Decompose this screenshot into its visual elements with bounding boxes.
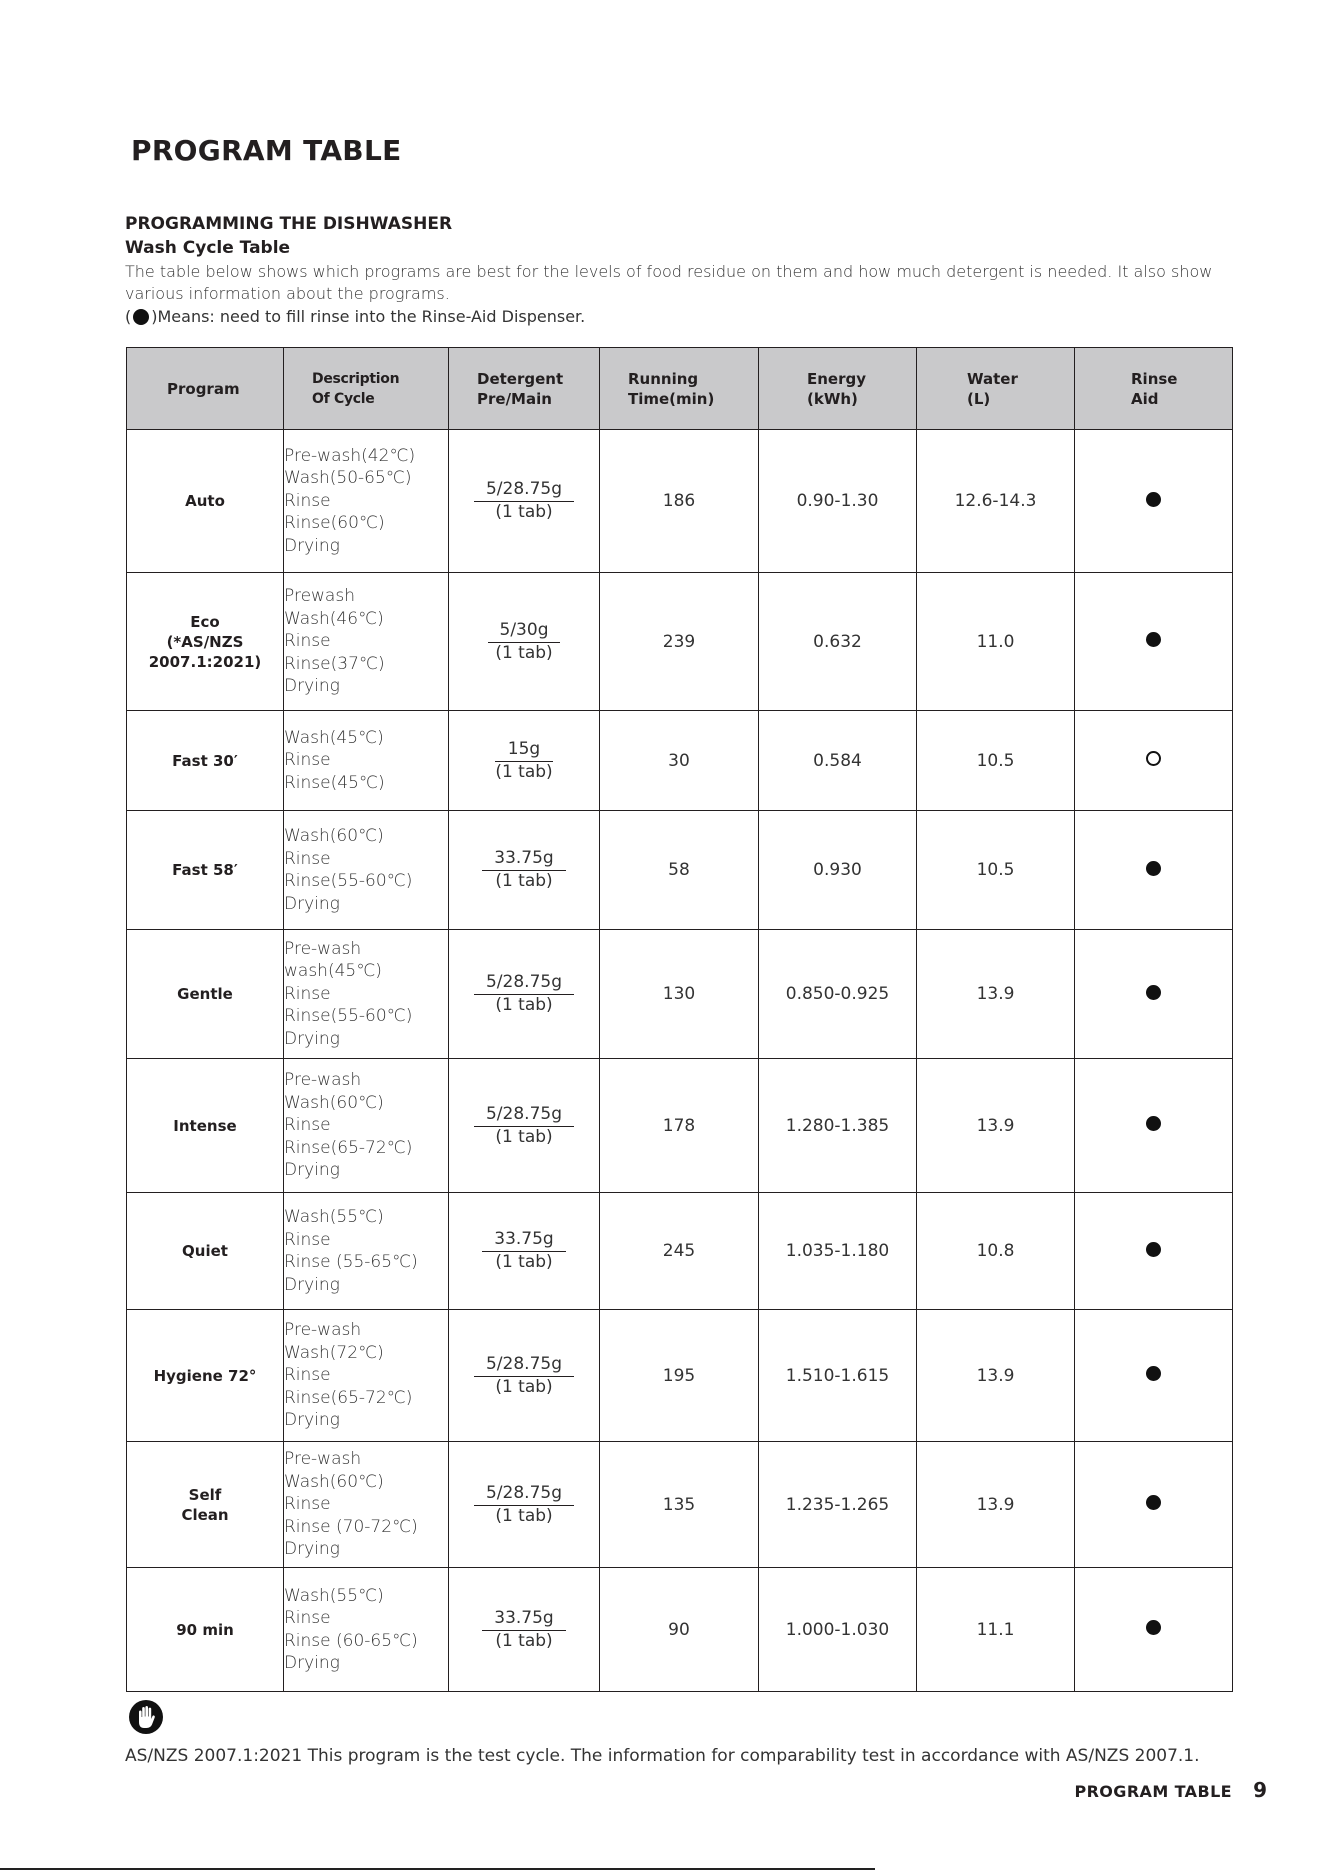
water-cell: 10.5 [917,711,1075,811]
filled-dot-icon [1146,1242,1161,1257]
detergent-cell [449,573,600,711]
detergent-fraction [474,1483,574,1527]
detergent-cell [449,1568,600,1692]
running-time-cell: 245 [600,1193,759,1310]
detergent-cell [449,811,600,930]
water-cell: 11.0 [917,573,1075,711]
cycle-step: Rinse [284,848,331,869]
cycle-step: Rinse (70-72℃) [284,1516,418,1537]
filled-dot-icon [1146,492,1161,507]
table-row [127,811,1233,930]
cycle-step: Rinse (55-65℃) [284,1252,418,1272]
cycle-step: Drying [284,1028,340,1049]
program-name: Hygiene 72° [153,1366,257,1385]
cycle-step: Rinse(55-60℃) [284,1006,413,1027]
filled-dot-icon [1146,1495,1161,1510]
water-cell: 10.8 [917,1193,1075,1310]
wash-cycle-table [126,347,1233,1692]
program-name: 2007.1:2021) [148,652,262,671]
cycle-step: Wash(45℃) [284,727,384,748]
water-cell: 12.6-14.3 [917,430,1075,573]
header-text: Time(min) [628,389,715,408]
cycle-step: Rinse(45℃) [284,772,385,793]
detergent-cell [449,1310,600,1442]
header-text: Aid [1131,389,1159,408]
energy-cell: 1.035-1.180 [759,1193,917,1310]
cycle-description-cell [284,1310,449,1442]
detergent-amount: 5/28.75g [474,1104,574,1127]
table-body [127,430,1233,1692]
detergent-cell [449,1442,600,1568]
cycle-step: Rinse [284,1229,331,1250]
header-description [284,348,449,430]
header-program [127,348,284,430]
energy-cell: 1.000-1.030 [759,1568,917,1692]
cycle-step: Wash(72℃) [284,1342,384,1363]
detergent-fraction [474,1104,574,1148]
rinse-aid-cell [1075,1310,1233,1442]
cycle-step: Pre-wash [284,938,362,959]
water-cell: 13.9 [917,1442,1075,1568]
header-text: (L) [967,389,991,408]
header-water [917,348,1075,430]
running-time-cell: 130 [600,930,759,1059]
cycle-step: Rinse(37℃) [284,653,385,674]
rinse-aid-cell [1075,1193,1233,1310]
cycle-step: Wash(60℃) [284,1092,384,1113]
running-time-cell: 195 [600,1310,759,1442]
cycle-step: Rinse [284,1115,331,1136]
detergent-tab: (1 tab) [495,995,553,1015]
program-name: Fast 58′ [172,861,238,879]
filled-dot-icon [1146,632,1161,647]
filled-dot-icon [1146,1116,1161,1131]
cycle-description-cell [284,430,449,573]
cycle-step: Rinse(65-72℃) [284,1387,413,1408]
energy-cell: 0.632 [759,573,917,711]
rinse-aid-cell [1075,930,1233,1059]
intro-paragraph: The table below shows which programs are best for the levels of food residue on them and how much detergent is needed. It also show various information about the programs. [125,262,1213,303]
detergent-amount: 5/28.75g [474,479,574,502]
running-time-cell: 58 [600,811,759,930]
cycle-description-cell [284,1442,449,1568]
cycle-step: Rinse(60℃) [284,513,385,534]
table-header-row [127,348,1233,430]
legend-text: )Means: need to fill rinse into the Rinse-Aid Dispenser. [151,307,586,326]
detergent-amount: 5/30g [488,620,561,643]
rinse-aid-legend [125,306,585,328]
program-name: Fast 30′ [172,751,238,770]
detergent-tab: (1 tab) [495,642,553,663]
detergent-fraction [482,1229,565,1273]
program-name: Quiet [182,1242,228,1260]
detergent-cell [449,930,600,1059]
filled-dot-icon [1146,1366,1161,1381]
header-text: Program [167,379,240,398]
page-number: 9 [1253,1778,1267,1802]
cycle-step: Rinse(65-72℃) [284,1137,413,1158]
cycle-step: Wash(55℃) [284,1585,384,1606]
program-name-cell [127,1059,284,1193]
program-name: Self [188,1485,222,1504]
program-name-cell [127,811,284,930]
header-text: Energy [807,369,867,388]
running-time-cell: 239 [600,573,759,711]
cycle-step: Wash(50-65℃) [284,468,412,489]
cycle-step: Wash(55℃) [284,1207,384,1227]
water-cell: 13.9 [917,1059,1075,1193]
detergent-amount: 5/28.75g [474,1354,574,1377]
footer-section-label: PROGRAM TABLE [1074,1782,1232,1801]
cycle-step: Rinse(55-60℃) [284,871,413,891]
energy-cell: 0.850-0.925 [759,930,917,1059]
header-detergent [449,348,600,430]
cycle-step: Rinse [284,1365,331,1386]
section-heading: PROGRAMMING THE DISHWASHER [125,214,453,234]
cycle-step: Pre-wash [284,1449,362,1470]
table-row [127,573,1233,711]
rinse-aid-cell [1075,1568,1233,1692]
running-time-cell: 135 [600,1442,759,1568]
program-name: Auto [185,492,225,510]
cycle-step: Wash(60℃) [284,1471,384,1492]
footnote: AS/NZS 2007.1:2021 This program is the test cycle. The information for comparability test in accordance with AS/NZS 2007.1. [125,1746,1200,1766]
bottom-rule [0,1868,875,1870]
cycle-step: Rinse [284,1608,331,1628]
water-cell: 10.5 [917,811,1075,930]
cycle-step: Pre-wash(42℃) [284,445,416,466]
table-subheading: Wash Cycle Table [125,238,291,258]
table-row [127,1568,1233,1692]
cycle-step: Drying [284,893,340,914]
energy-cell: 0.90-1.30 [759,430,917,573]
detergent-amount: 33.75g [482,1608,565,1631]
detergent-amount: 5/28.75g [474,1483,574,1506]
table-row [127,430,1233,573]
detergent-fraction [488,620,561,664]
running-time-cell: 30 [600,711,759,811]
detergent-tab: (1 tab) [495,1505,553,1526]
detergent-fraction [495,739,552,783]
cycle-step: Drying [284,1274,340,1295]
header-text: Description [312,370,400,387]
legend-open-paren: ( [125,307,132,326]
energy-cell: 1.510-1.615 [759,1310,917,1442]
running-time-cell: 90 [600,1568,759,1692]
rinse-aid-cell [1075,1442,1233,1568]
program-name-cell [127,930,284,1059]
detergent-tab: (1 tab) [495,1630,553,1651]
cycle-step: Pre-wash [284,1320,362,1341]
program-name-cell [127,1442,284,1568]
detergent-fraction [482,848,565,892]
program-name: Intense [173,1116,237,1135]
detergent-tab: (1 tab) [495,1126,553,1147]
page-title: PROGRAM TABLE [131,134,402,167]
header-energy [759,348,917,430]
cycle-step: Wash(46℃) [284,608,384,629]
detergent-fraction [482,1608,565,1652]
table-row [127,930,1233,1059]
hand-icon [128,1699,164,1735]
header-text: Of Cycle [312,390,375,407]
detergent-amount: 33.75g [482,1229,565,1252]
cycle-step: Drying [284,1539,340,1560]
program-name: (*AS/NZS [166,632,244,651]
detergent-fraction [474,1354,574,1398]
header-text: Pre/Main [477,389,552,408]
program-name: Gentle [177,985,233,1003]
program-name-cell [127,1568,284,1692]
energy-cell: 0.584 [759,711,917,811]
cycle-description-cell [284,811,449,930]
empty-circle-icon [1146,751,1161,766]
cycle-description-cell [284,1193,449,1310]
detergent-tab: (1 tab) [495,871,553,891]
cycle-step: Drying [284,1653,340,1673]
detergent-cell [449,1193,600,1310]
table-row [127,1193,1233,1310]
running-time-cell: 186 [600,430,759,573]
program-name-cell [127,430,284,573]
rinse-aid-cell [1075,1059,1233,1193]
detergent-tab: (1 tab) [495,1376,553,1397]
table-row [127,1310,1233,1442]
cycle-step: Drying [284,676,340,697]
cycle-step: Rinse (60-65℃) [284,1630,418,1651]
detergent-amount: 33.75g [482,848,565,871]
filled-dot-icon [1146,1620,1161,1635]
energy-cell: 1.235-1.265 [759,1442,917,1568]
cycle-step: wash(45℃) [284,961,382,982]
header-running-time [600,348,759,430]
program-name-cell [127,573,284,711]
table-row [127,1059,1233,1193]
detergent-amount: 5/28.75g [474,972,574,995]
cycle-step: Rinse [284,1494,331,1515]
detergent-cell [449,430,600,573]
cycle-description-cell [284,1568,449,1692]
header-text: Water [967,369,1018,388]
cycle-step: Wash(60℃) [284,826,384,846]
water-cell: 13.9 [917,1310,1075,1442]
header-text: Rinse [1131,369,1178,388]
filled-dot-icon [1146,985,1161,1000]
cycle-description-cell [284,930,449,1059]
cycle-description-cell [284,711,449,811]
detergent-tab: (1 tab) [495,1252,553,1272]
cycle-step: Prewash [284,586,355,607]
header-text: (kWh) [807,389,858,408]
filled-dot-icon [133,309,149,325]
table-row [127,711,1233,811]
cycle-step: Rinse [284,983,331,1004]
rinse-aid-cell [1075,711,1233,811]
program-name-cell [127,1193,284,1310]
program-name: 90 min [176,1620,234,1639]
detergent-tab: (1 tab) [495,502,553,522]
rinse-aid-cell [1075,811,1233,930]
cycle-step: Drying [284,1160,340,1181]
cycle-description-cell [284,573,449,711]
detergent-tab: (1 tab) [495,761,553,782]
header-text: Detergent [477,369,564,388]
cycle-description-cell [284,1059,449,1193]
cycle-step: Rinse [284,750,331,771]
cycle-step: Drying [284,1410,340,1431]
detergent-amount: 15g [495,739,552,762]
rinse-aid-cell [1075,573,1233,711]
water-cell: 13.9 [917,930,1075,1059]
detergent-fraction [474,972,574,1016]
program-name-cell [127,1310,284,1442]
energy-cell: 0.930 [759,811,917,930]
cycle-step: Rinse [284,631,331,652]
rinse-aid-cell [1075,430,1233,573]
water-cell: 11.1 [917,1568,1075,1692]
detergent-fraction [474,479,574,523]
cycle-step: Rinse [284,490,331,511]
header-text: Running [628,369,699,388]
header-rinse-aid [1075,348,1233,430]
running-time-cell: 178 [600,1059,759,1193]
program-name-cell [127,711,284,811]
detergent-cell [449,1059,600,1193]
program-name: Clean [181,1505,229,1524]
cycle-step: Pre-wash [284,1070,362,1091]
energy-cell: 1.280-1.385 [759,1059,917,1193]
program-name: Eco [190,612,220,631]
cycle-step: Drying [284,535,340,556]
table-row [127,1442,1233,1568]
filled-dot-icon [1146,861,1161,876]
detergent-cell [449,711,600,811]
